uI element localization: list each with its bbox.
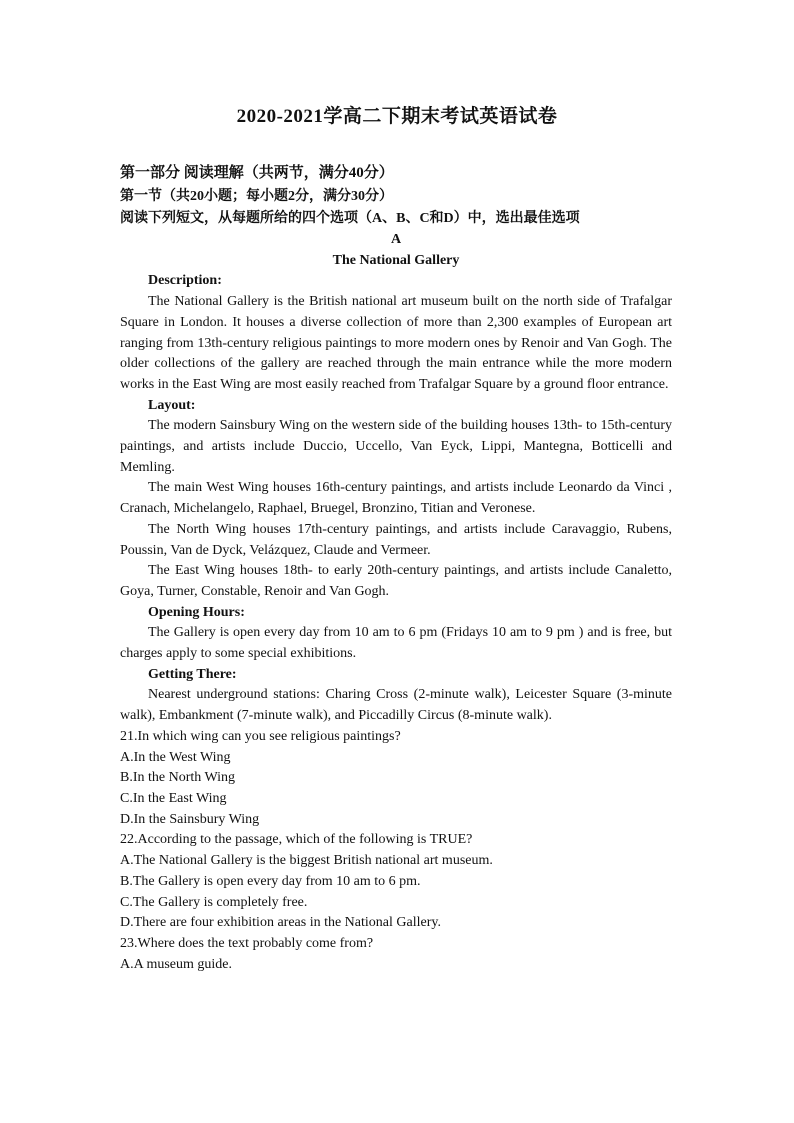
question-option: A.The National Gallery is the biggest British national art museum.	[120, 853, 493, 869]
hours-label: Opening Hours:	[148, 604, 245, 620]
getting-there-paragraph: Nearest underground stations: Charing Cross (2-minute walk), Leicester Square (3-minute walk), Embankment (7-minute walk), and Piccadilly Circus (8-minute walk).	[120, 687, 672, 724]
layout-paragraph-east: The East Wing houses 18th- to early 20th-century paintings, and artists include Canaletto, Goya, Turner, Constable, Renoir and Van Gogh.	[120, 563, 672, 599]
description-label: Description:	[148, 273, 222, 289]
instruction-text: 阅读下列短文，从每题所给的四个选项（A、B、C和D）中，选出最佳选项	[120, 211, 580, 226]
question-option: C.In the East Wing	[120, 790, 227, 806]
question-stem: 21.In which wing can you see religious paintings?	[120, 728, 401, 744]
passage-letter: A	[390, 232, 402, 247]
question-option: D.There are four exhibition areas in the National Gallery.	[120, 915, 441, 931]
getting-there-label: Getting There:	[148, 666, 237, 682]
exam-title: 2020-2021学高二下期末考试英语试卷	[236, 106, 558, 127]
question-stem: 23.Where does the text probably come from?	[120, 935, 374, 951]
layout-paragraph-west: The main West Wing houses 16th-century paintings, and artists include Leonardo da Vinci , Cranach, Michelangelo, Raphael, Bruegel, Bronzino, Titian and Veronese.	[120, 480, 672, 517]
question-option: A.In the West Wing	[120, 749, 231, 765]
part-heading: 第一部分 阅读理解（共两节，满分40分）	[120, 165, 394, 181]
description-paragraph: The National Gallery is the British national art museum built on the north side of Trafalgar Square in London. It houses a diverse collection of more than 2,300 examples of European art ranging from 13th-century religious paintings to more modern ones by Renoir and Van Gogh. The older collections of the gallery are reached through the main entrance while the more modern works in the East Wing are most easily reached from Trafalgar Square by a ground floor entrance.	[120, 294, 672, 392]
subsection-heading: 第一节（共20小题；每小题2分，满分30分）	[120, 189, 393, 204]
exam-content	[120, 160, 672, 975]
question-option: D.In the Sainsbury Wing	[120, 811, 260, 827]
hours-paragraph: The Gallery is open every day from 10 am to 6 pm (Fridays 10 am to 9 pm ) and is free, but charges apply to some special exhibitions.	[120, 625, 672, 662]
question-option: B.In the North Wing	[120, 770, 236, 786]
passage-heading: The National Gallery	[332, 252, 460, 268]
layout-label: Layout:	[148, 397, 196, 413]
question-option: B.The Gallery is open every day from 10 am to 6 pm.	[120, 873, 421, 889]
layout-paragraph-sainsbury: The modern Sainsbury Wing on the western side of the building houses 13th- to 15th-century paintings, and artists include Duccio, Uccello, Van Eyck, Lippi, Mantegna, Botticelli and Memling.	[120, 418, 672, 475]
question-stem: 22.According to the passage, which of the following is TRUE?	[120, 832, 473, 848]
layout-paragraph-north: The North Wing houses 17th-century paintings, and artists include Caravaggio, Rubens, Poussin, Van de Dyck, Velázquez, Claude and Vermeer.	[120, 521, 672, 558]
question-option: A.A museum guide.	[120, 956, 232, 972]
question-option: C.The Gallery is completely free.	[120, 894, 308, 910]
